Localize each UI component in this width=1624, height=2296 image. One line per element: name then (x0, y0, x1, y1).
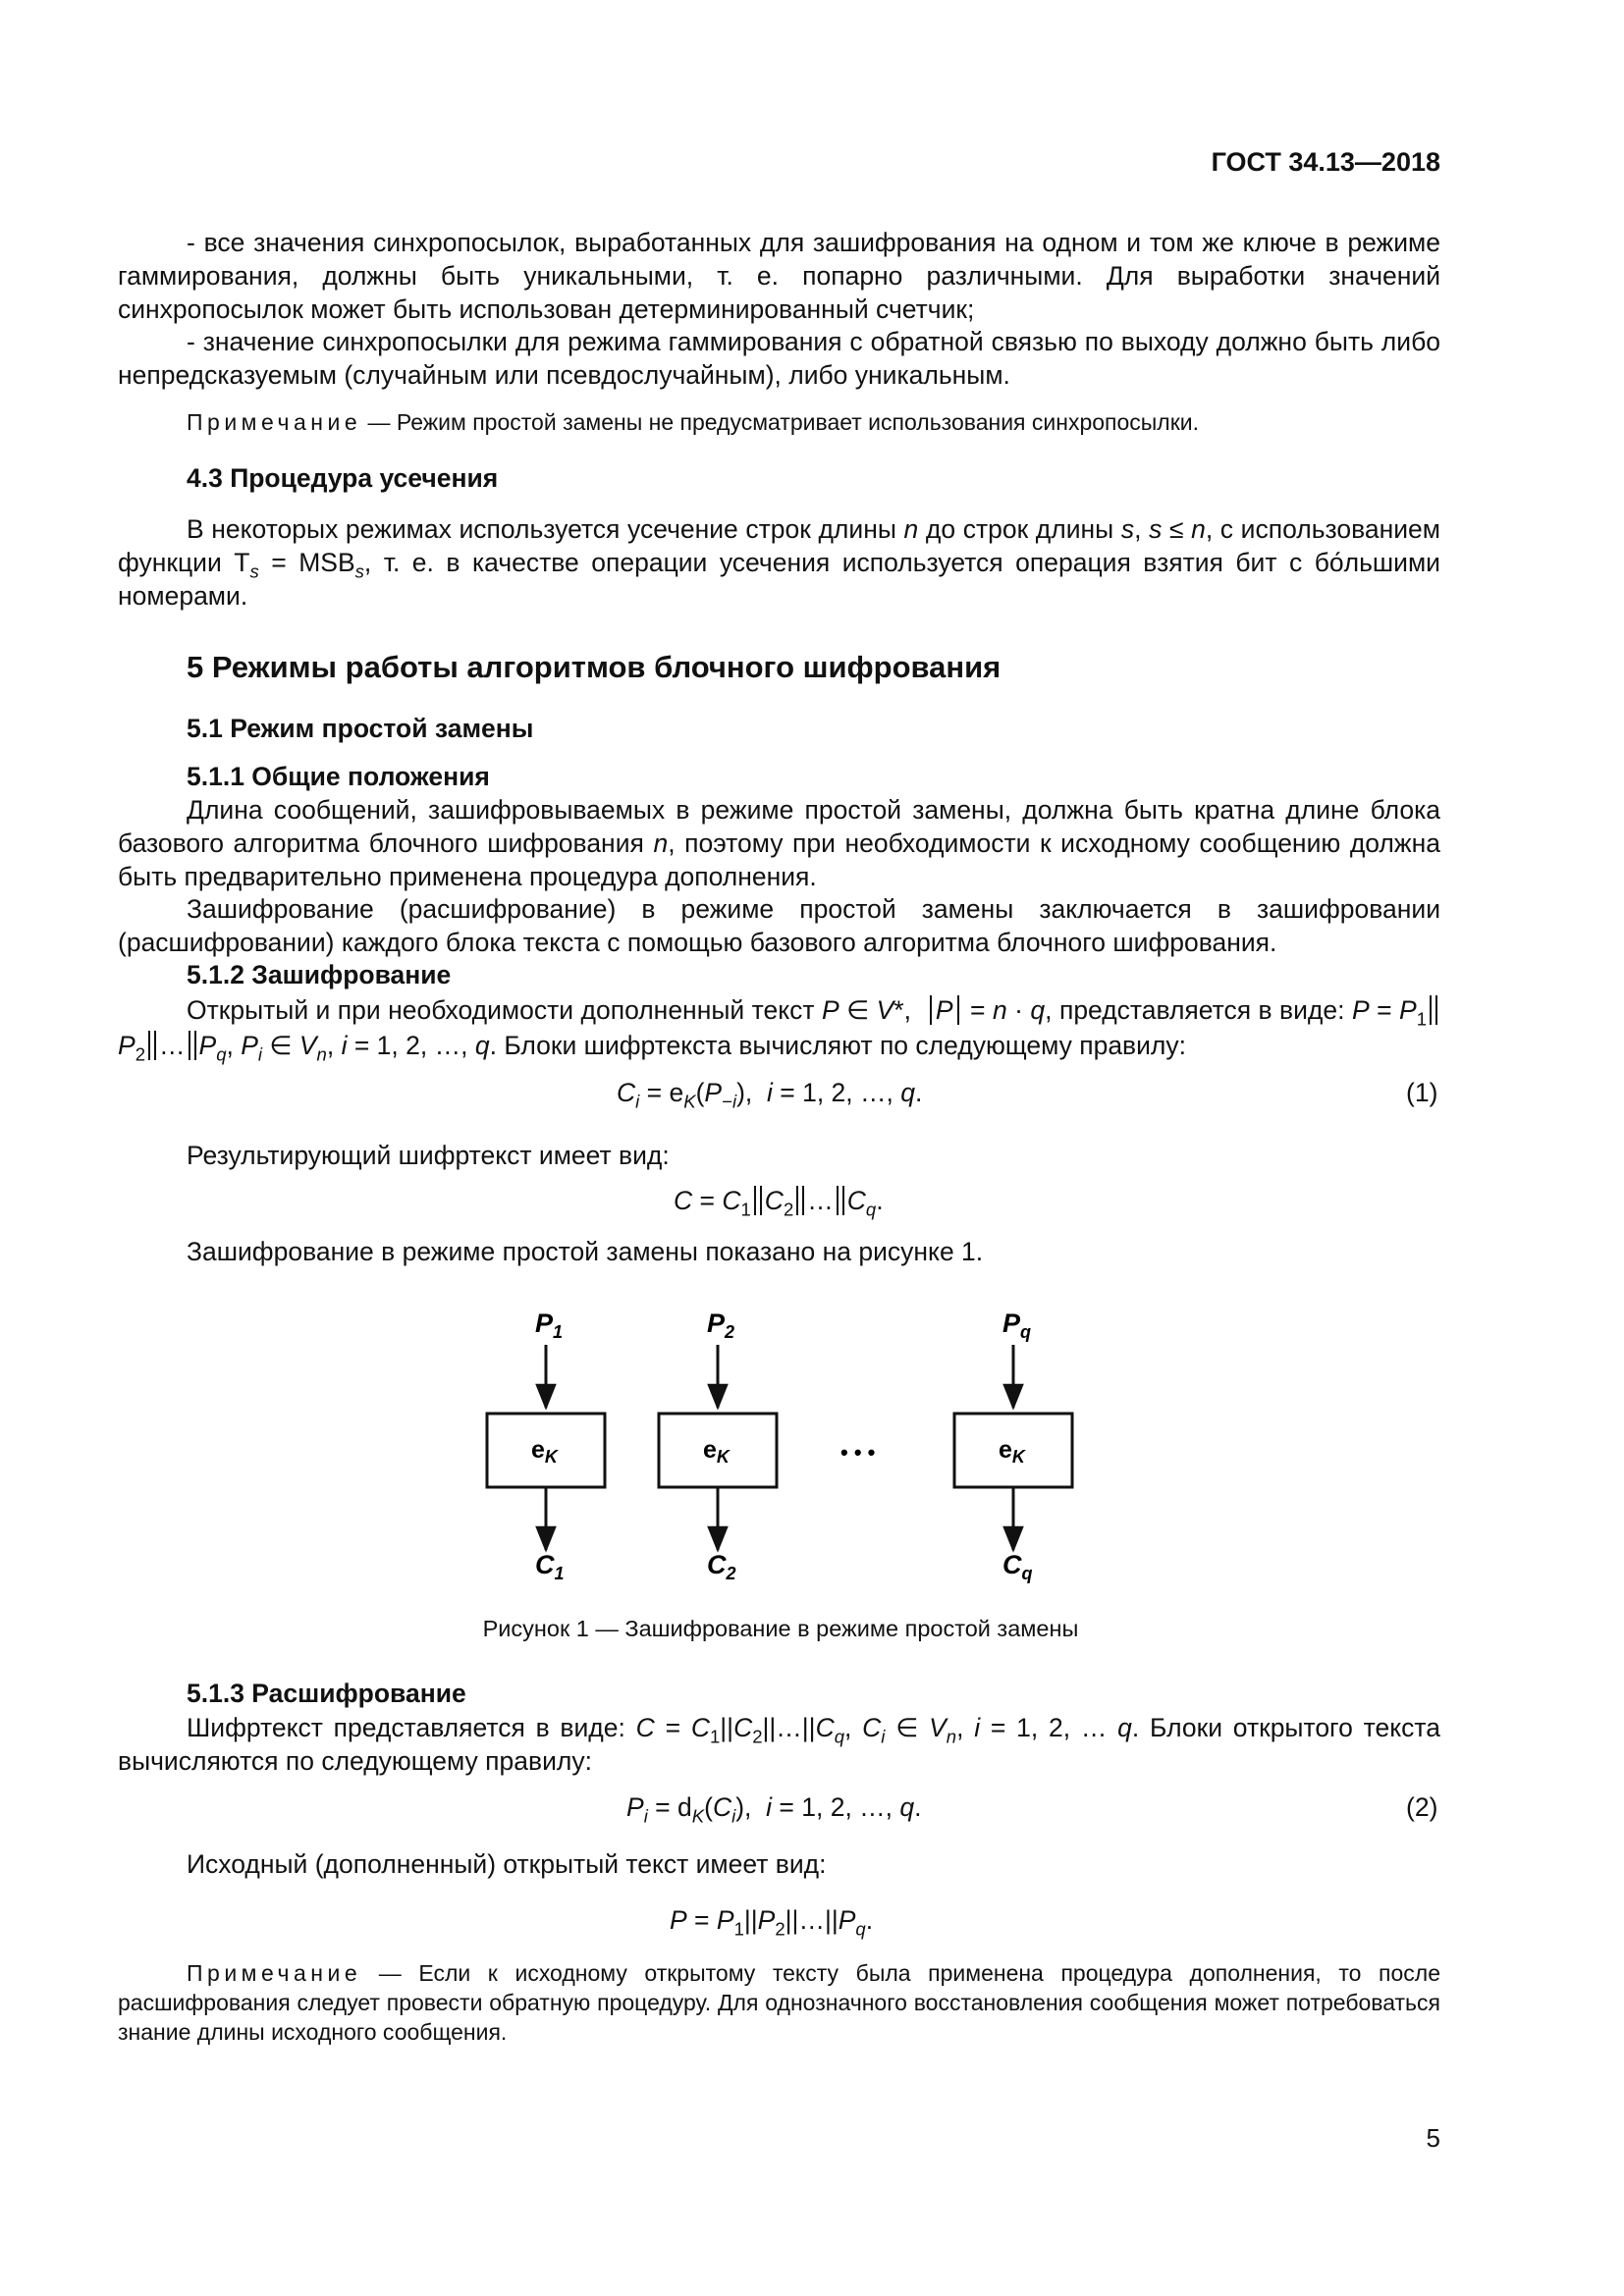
equation-plaintext: $P = P_1||P_2||\dots||P_q$. (670, 1905, 874, 1940)
equation-1-number: (1) (1406, 1078, 1438, 1107)
figure-1-caption: Рисунок 1 — Зашифрование в режиме простой замены (482, 1616, 1079, 1641)
note-decryption: Примечание — Если к исходному открытому тексту была применена процедура дополнения, то после расшифрования следует провести обратную процедуру. Для однозначного восстановления сообщения может потребоваться знание длины исходного сообщения. (118, 1960, 1441, 2045)
result-text: Результирующий шифртекст имеет вид: (187, 1141, 670, 1170)
output-label-c1: $C_1$ (535, 1550, 565, 1583)
page-number: 5 (1426, 2123, 1440, 2153)
input-label-pq: $P_q$ (1002, 1308, 1032, 1342)
input-label-p1: $P_1$ (535, 1308, 564, 1342)
output-label-cq: $C_q$ (1002, 1550, 1033, 1583)
figure-reference-text: Зашифрование в режиме простой замены показано на рисунке 1. (187, 1237, 984, 1266)
block-label-2: $e_K$ (703, 1436, 730, 1467)
note-label: Примечание (187, 409, 362, 435)
section-5-1-1-para-1: Длина сообщений, зашифровываемых в режиме простой замены, должна быть кратна длине блока базового алгоритма блочного шифрования n, поэтому при необходимости к исходному сообщению должна быть предварительно применена процедура дополнения. (118, 795, 1440, 891)
input-label-p2: $P_2$ (707, 1308, 735, 1342)
section-5-1-2-para-1: Открытый и при необходимости дополненный текст P ∈ V*, P = n · q, представляется в виде: $P = P_1P_2$ … $P_q$, $P_i$ ∈ $V_n$, i = 1, 2, …, q. Блоки шифртекста вычисляют по следующему правилу: (118, 992, 1440, 1063)
section-4-3-text: В некоторых режимах используется усечение строк длины n до строк длины s, s ≤ n, с использованием функции $T_s = MSB_s$, т. е. в качестве операции усечения используется операция взятия бит с бо́льшими номерами. (118, 514, 1440, 611)
section-4-3-title: 4.3 Процедура усечения (187, 463, 499, 493)
section-5-1-3-title: 5.1.3 Расшифрование (187, 1679, 466, 1708)
ellipsis-dots: • • • (840, 1440, 876, 1465)
document-id: ГОСТ 34.13—2018 (1211, 147, 1440, 177)
equation-2-number: (2) (1406, 1792, 1438, 1822)
block-label-1: $e_K$ (531, 1436, 558, 1467)
bullet-paragraph-1: - все значения синхропосылок, выработанных для зашифрования на одном и том же ключе в режиме гаммирования, должны быть уникальными, т. е. попарно различными. Для выработки значений синхропосылок может быть использован детерминированный счетчик; (118, 228, 1440, 324)
section-5-1-3-para-2: Исходный (дополненный) открытый текст имеет вид: (187, 1849, 827, 1879)
section-5-1-1-title: 5.1.1 Общие положения (187, 762, 490, 791)
note-intro: Примечание — Режим простой замены не предусматривает использования синхропосылки. (187, 409, 1200, 435)
section-5-1-2-title: 5.1.2 Зашифрование (187, 960, 452, 989)
equation-ciphertext: $C = C_1$ $C_2$ … $C_q$. (674, 1186, 884, 1220)
equation-1: $C_i = e_K(P_{-i})$, i = 1, 2, …, q. (617, 1078, 923, 1112)
block-label-q: $e_K$ (999, 1436, 1025, 1467)
note-label: Примечание (187, 1960, 362, 1986)
output-label-c2: $C_2$ (707, 1550, 736, 1583)
section-5-1-1-para-2: Зашифрование (расшифрование) в режиме простой замены заключается в зашифровании (расшифровании) каждого блока текста с помощью базового алгоритма блочного шифрования. (118, 894, 1440, 957)
section-5-1-3-para-1: Шифртекст представляется в виде: $C = C_1||C_2||\dots||C_q$, $C_i$ ∈ $V_n$, i = 1, 2, … q. Блоки открытого текста вычисляются по следующему правилу: (118, 1713, 1440, 1776)
bullet-paragraph-2: - значение синхропосылки для режима гаммирования с обратной связью по выходу должно быть либо непредсказуемым (случайным или псевдослучайным), либо уникальным. (118, 327, 1440, 390)
section-5-title: 5 Режимы работы алгоритмов блочного шифрования (187, 650, 1001, 684)
section-5-1-title: 5.1 Режим простой замены (187, 714, 534, 743)
equation-2: $P_i = d_K(C_i)$, i = 1, 2, …, q. (626, 1792, 922, 1827)
